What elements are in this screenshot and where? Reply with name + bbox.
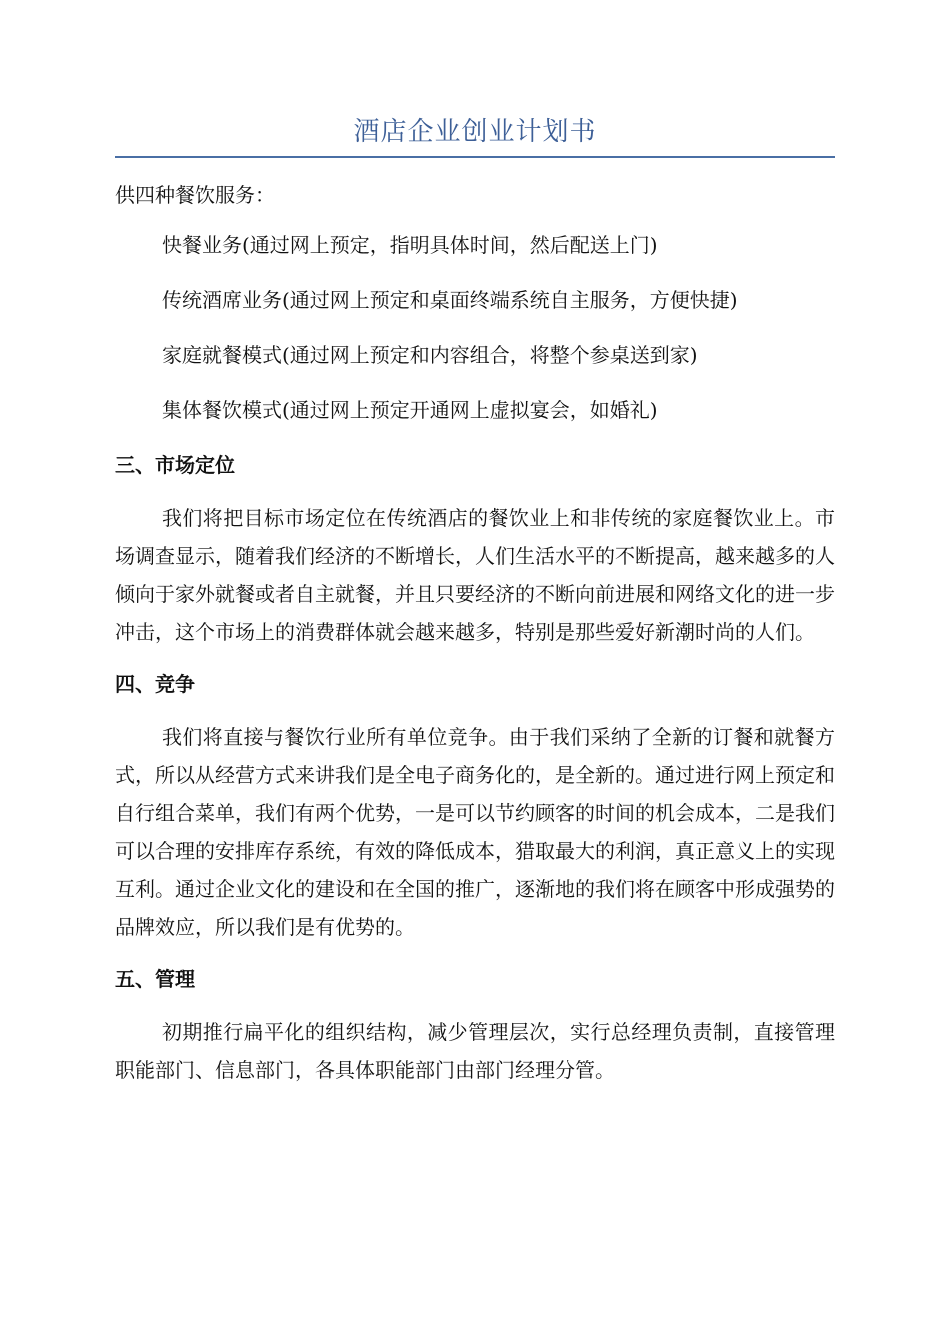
- service-item-group-dining: 集体餐饮模式(通过网上预定开通网上虚拟宴会，如婚礼): [162, 398, 658, 422]
- section-paragraph: 我们将把目标市场定位在传统酒店的餐饮业上和非传统的家庭餐饮业上。市场调查显示，随着我们经济的不断增长，人们生活水平的不断提高，越来越多的人倾向于家外就餐或者自主就餐，并且只要经济的不断向前进展和网络文化的进一步冲击，这个市场上的消费群体就会越来越多，特别是那些爱好新潮时尚的人们。: [115, 506, 835, 644]
- section-heading: 四、竞争: [115, 672, 195, 696]
- section-competition: [115, 665, 835, 946]
- service-item-banquet: 传统酒席业务(通过网上预定和桌面终端系统自主服务，方便快捷): [162, 288, 738, 312]
- section-heading: 三、市场定位: [115, 453, 235, 477]
- service-item-family-dining: 家庭就餐模式(通过网上预定和内容组合，将整个参桌送到家): [162, 343, 698, 367]
- section-management: [115, 960, 835, 1089]
- document-header: [115, 112, 835, 158]
- section-paragraph: 初期推行扁平化的组织结构，减少管理层次，实行总经理负责制，直接管理职能部门、信息部门，各具体职能部门由部门经理分管。: [115, 1020, 835, 1082]
- services-intro: 供四种餐饮服务：: [115, 183, 275, 207]
- section-market-positioning: [115, 446, 835, 651]
- service-item-fast-food: 快餐业务(通过网上预定，指明具体时间，然后配送上门): [162, 233, 658, 257]
- service-list: [115, 226, 835, 429]
- section-paragraph: 我们将直接与餐饮行业所有单位竞争。由于我们采纳了全新的订餐和就餐方式，所以从经营方式来讲我们是全电子商务化的，是全新的。通过进行网上预定和自行组合菜单，我们有两个优势，一是可以节约顾客的时间的机会成本，二是我们可以合理的安排库存系统，有效的降低成本，猎取最大的利润，真正意义上的实现互利。通过企业文化的建设和在全国的推广，逐渐地的我们将在顾客中形成强势的品牌效应，所以我们是有优势的。: [115, 725, 835, 939]
- document-body: [115, 176, 835, 1103]
- document-title: 酒店企业创业计划书: [353, 117, 597, 147]
- section-heading: 五、管理: [115, 967, 195, 991]
